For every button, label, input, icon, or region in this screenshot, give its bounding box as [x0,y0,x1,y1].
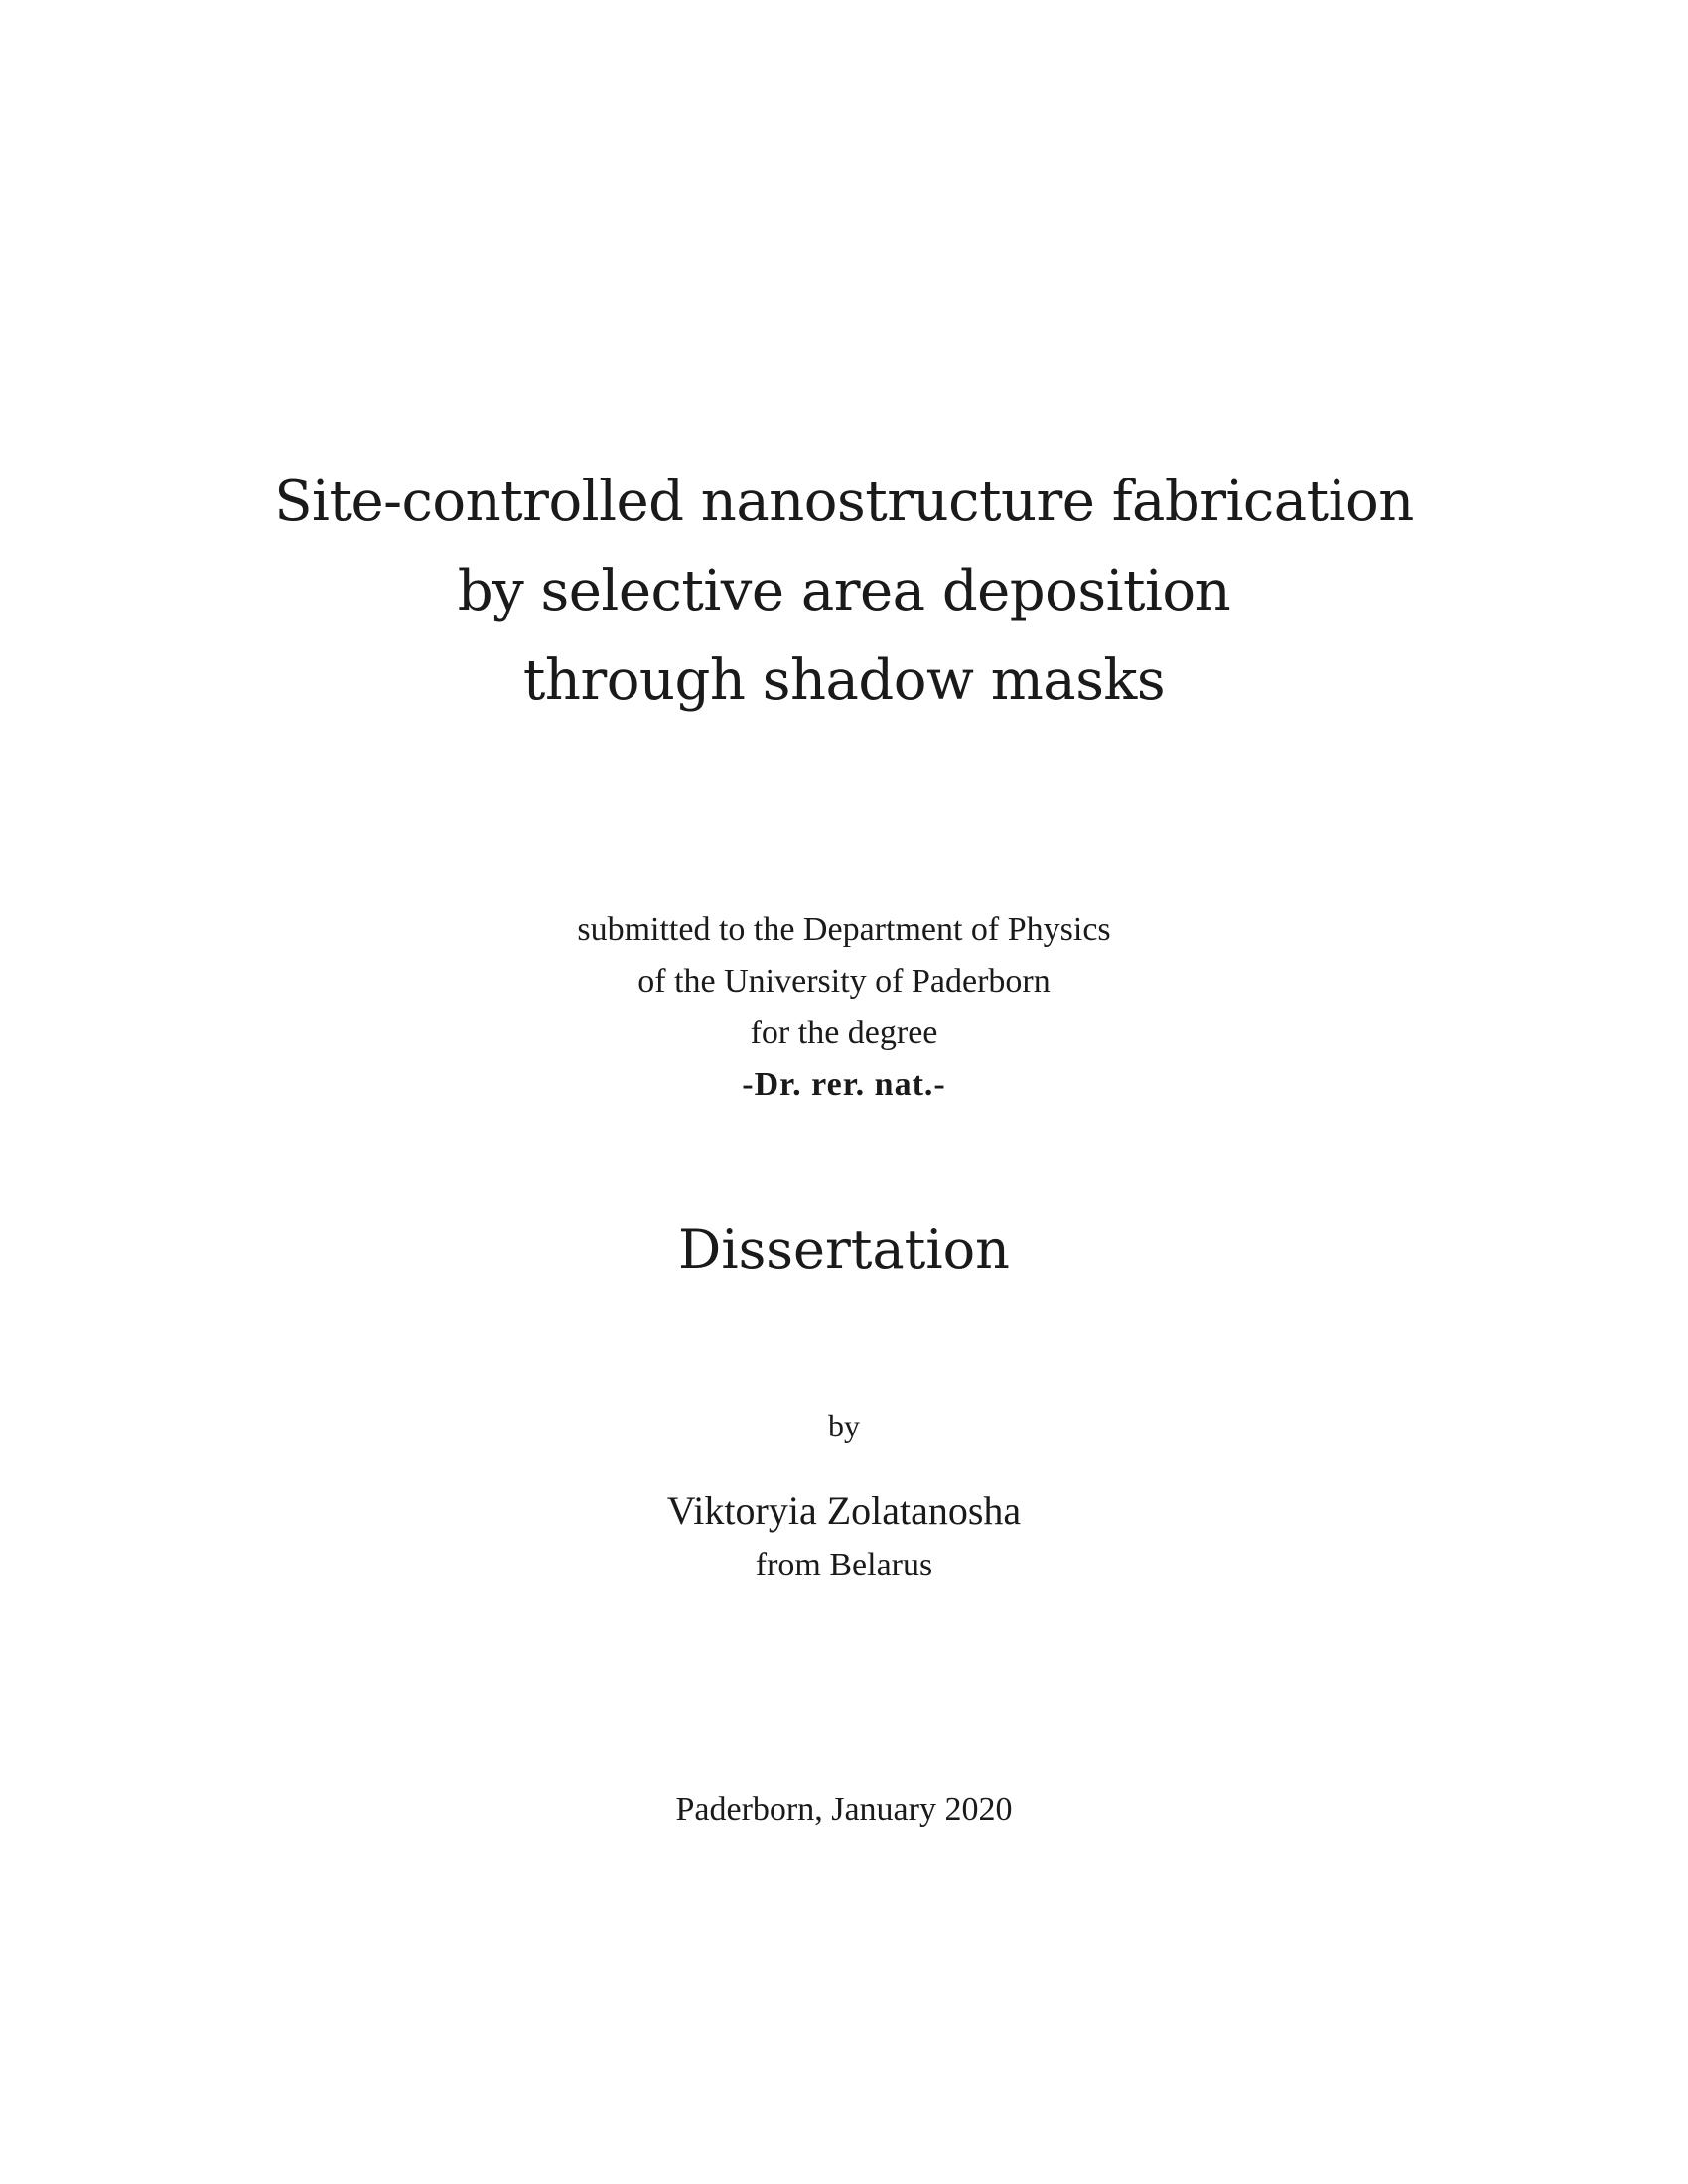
degree-title: -Dr. rer. nat.- [742,1066,946,1103]
submission-line-1: submitted to the Department of Physics [577,911,1111,948]
author-origin: from Belarus [755,1547,933,1583]
submission-line-3: for the degree [750,1015,938,1051]
thesis-title-line-1: Site-controlled nanostructure fabrication [274,470,1414,534]
document-type: Dissertation [678,1218,1010,1281]
place-and-date: Paderborn, January 2020 [675,1791,1013,1828]
by-label: by [828,1408,860,1443]
thesis-title-line-3: through shadow masks [522,648,1166,713]
submission-line-2: of the University of Paderborn [637,963,1051,1000]
author-name: Viktoryia Zolatanosha [666,1488,1022,1533]
thesis-title-line-2: by selective area deposition [457,559,1231,623]
